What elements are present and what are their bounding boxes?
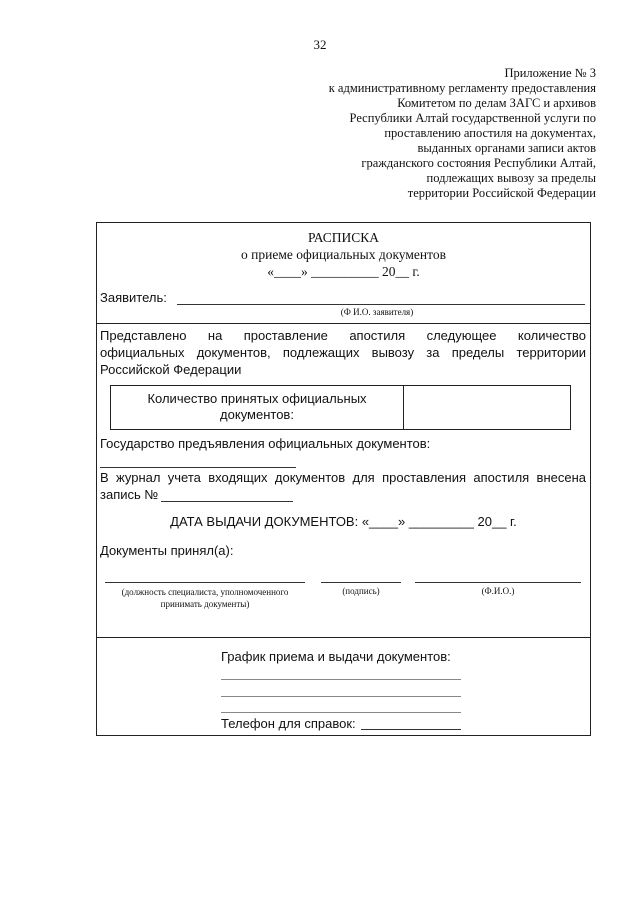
count-label-line: документов: — [220, 407, 294, 422]
appendix-line: гражданского состояния Республики Алтай, — [361, 156, 596, 170]
receipt-title: РАСПИСКА — [307, 230, 380, 245]
section-divider — [97, 323, 590, 324]
signature-line[interactable] — [321, 582, 401, 583]
appendix-line: к административному регламенту предоставления — [328, 81, 596, 95]
receipt-date-line: «____» __________ 20__ г. — [267, 264, 420, 279]
presented-line-1 — [100, 328, 586, 343]
appendix-line: Республики Алтай государственной услуги по — [349, 111, 596, 125]
schedule-label: График приема и выдачи документов: — [221, 649, 451, 664]
receipt-form — [96, 222, 591, 736]
position-caption-line: принимать документы) — [160, 599, 250, 609]
appendix-line: Приложение № 3 — [504, 66, 596, 80]
signature-caption: (подпись) — [342, 586, 380, 596]
journal-entry-line[interactable] — [161, 501, 293, 502]
appendix-line: проставлению апостиля на документах, — [384, 126, 596, 140]
presented-word: следующее — [426, 328, 497, 343]
applicant-name-line[interactable] — [177, 304, 585, 305]
count-value-field[interactable] — [404, 386, 570, 429]
position-caption-line: (должность специалиста, уполномоченного — [121, 587, 289, 597]
receipt-subtitle: о приеме официальных документов — [241, 247, 446, 262]
count-label — [111, 391, 403, 423]
presented-line-2: официальных документов, подлежащих вывозу за пределы территории — [100, 345, 586, 360]
issue-date: ДАТА ВЫДАЧИ ДОКУМЕНТОВ: «____» _________ 20__ г. — [170, 514, 517, 529]
presented-word: количество — [517, 328, 586, 343]
state-label: Государство предъявления официальных документов: — [100, 436, 431, 451]
position-caption — [97, 586, 313, 610]
phone-line[interactable] — [361, 729, 461, 730]
section-divider — [97, 637, 590, 638]
accepted-label: Документы принял(а): — [100, 543, 234, 558]
schedule-line[interactable] — [221, 696, 461, 697]
presented-word: Представлено — [100, 328, 187, 343]
count-box — [110, 385, 571, 430]
presented-line-3: Российской Федерации — [100, 362, 242, 377]
appendix-header — [290, 66, 596, 201]
state-line[interactable] — [100, 467, 296, 468]
position-line[interactable] — [105, 582, 305, 583]
appendix-line: подлежащих вывозу за пределы — [426, 171, 596, 185]
name-line[interactable] — [415, 582, 581, 583]
count-label-line: Количество принятых официальных — [147, 391, 367, 406]
applicant-caption: (Ф И.О. заявителя) — [340, 307, 414, 317]
presented-word: проставление — [243, 328, 328, 343]
journal-line-1: В журнал учета входящих документов для проставления апостиля внесена — [100, 470, 586, 485]
appendix-line: выданных органами записи актов — [417, 141, 596, 155]
name-caption: (Ф.И.О.) — [481, 586, 515, 596]
schedule-line[interactable] — [221, 679, 461, 680]
journal-line-2: запись № — [100, 487, 159, 502]
presented-word: апостиля — [349, 328, 406, 343]
applicant-label: Заявитель: — [100, 290, 167, 305]
schedule-line[interactable] — [221, 712, 461, 713]
page-number: 32 — [313, 37, 327, 52]
appendix-line: Комитетом по делам ЗАГС и архивов — [397, 96, 596, 110]
appendix-line: территории Российской Федерации — [407, 186, 596, 200]
phone-label: Телефон для справок: — [221, 716, 356, 731]
presented-word: на — [207, 328, 223, 343]
